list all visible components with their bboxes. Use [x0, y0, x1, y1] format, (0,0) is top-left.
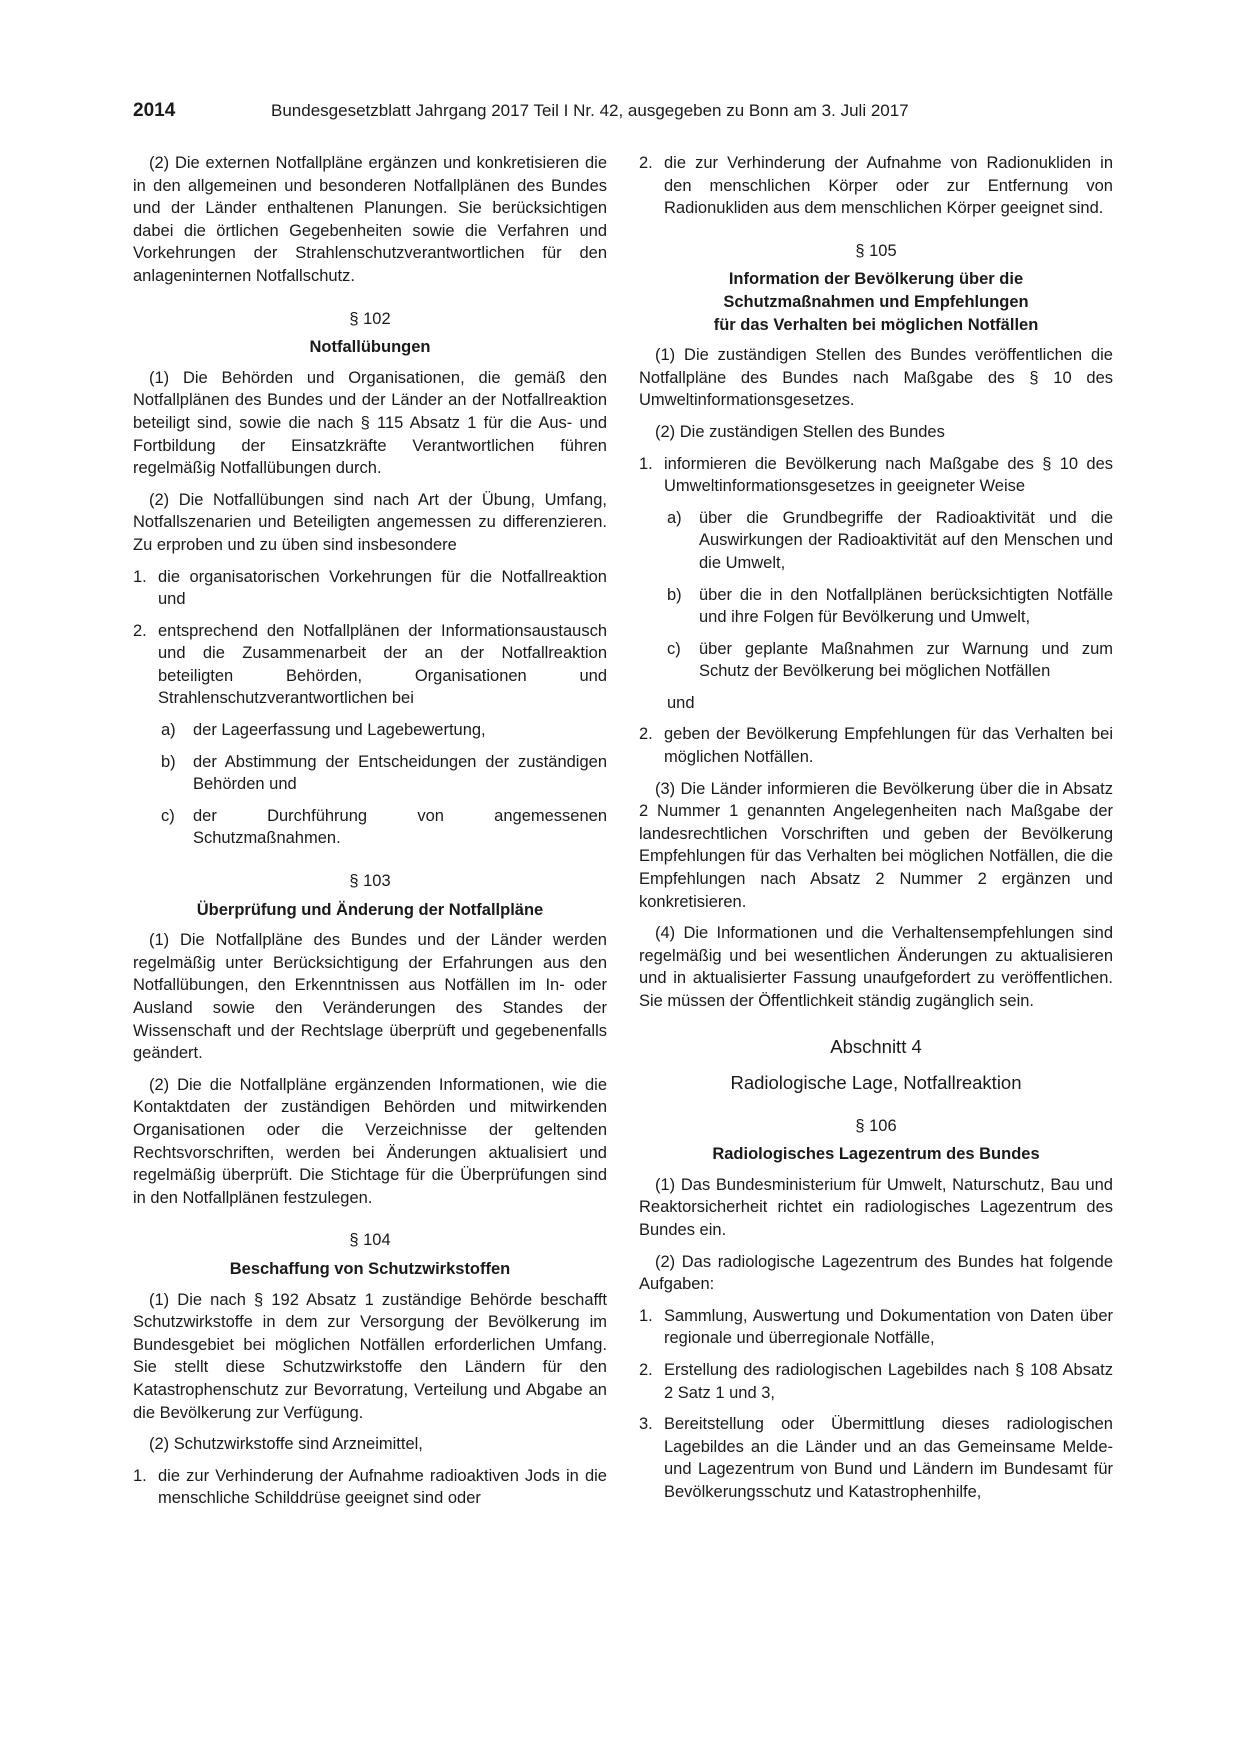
- paragraph: (1) Die nach § 192 Absatz 1 zuständige Behörde beschafft Schutzwirkstoffe in dem zur Versorgung der Bevölkerung im Bundesgebiet bei möglichen Notfällen erforderlichen Umfang. Sie stellt diese Schutzwirkstoffe den Ländern für den Katastrophenschutz zur Bevorratung, Verteilung und Abgabe an die Bevölkerung zur Verfügung.: [133, 1290, 607, 1422]
- paragraph: (2) Das radiologische Lagezentrum des Bundes hat folgende Aufgaben:: [639, 1252, 1113, 1294]
- paragraph: (3) Die Länder informieren die Bevölkerung über die in Absatz 2 Nummer 1 genannten Angelegenheiten nach Maßgabe der landesrechtlichen Vorschriften und geben der Bevölkerung Empfehlungen für das Verhalten bei möglichen Notfällen, die die Empfehlungen nach Absatz 2 Nummer 2 ergänzen und konkretisieren.: [639, 779, 1113, 911]
- list-number: 2.: [133, 621, 147, 640]
- section-title: Überprüfung und Änderung der Notfallpläne: [196, 900, 544, 919]
- list-text: Erstellung des radiologischen Lagebildes nach § 108 Absatz 2 Satz 1 und 3,: [664, 1360, 1113, 1402]
- section-number: § 103: [349, 872, 391, 891]
- list-text: die zur Verhinderung der Aufnahme von Radionukliden in den menschlichen Körper oder zur Entfernung von Radionukliden aus dem menschlichen Körper geeignet sind.: [664, 154, 1113, 218]
- list-text: über die Grundbegriffe der Radioaktivität und die Auswirkungen der Radioaktivität auf den Menschen und die Umwelt,: [699, 508, 1113, 572]
- list-text: der Durchführung von angemessenen Schutzmaßnahmen.: [193, 806, 607, 848]
- list-letter: a): [161, 721, 176, 740]
- running-head: Bundesgesetzblatt Jahrgang 2017 Teil I Nr. 42, ausgegeben zu Bonn am 3. Juli 2017: [271, 101, 909, 120]
- list-item: [639, 1305, 1113, 1350]
- left-column: [133, 152, 607, 1519]
- section-number: § 102: [349, 309, 391, 328]
- section-title: Radiologisches Lagezentrum des Bundes: [712, 1145, 1040, 1164]
- list-number: 1.: [639, 1306, 653, 1325]
- paragraph: (2) Die externen Notfallpläne ergänzen und konkretisieren die in den allgemeinen und besonderen Notfallplänen des Bundes und der Länder enthaltenen Planungen. Sie berücksichtigen dabei die örtlichen Gegebenheiten sowie die Verfahren und Vorkehrungen der Strahlenschutzverantwortlichen für den anlageninternen Notfallschutz.: [133, 154, 607, 285]
- list-text: entsprechend den Notfallplänen der Informationsaustausch und die Zusammenarbeit der an der Notfallreaktion beteiligten Behörden, Organisationen und Strahlenschutzverantwortlichen bei: [158, 621, 607, 708]
- list-number: 3.: [639, 1415, 653, 1434]
- sub-list-item: [133, 805, 607, 850]
- list-letter: b): [667, 585, 682, 604]
- list-text: der Lageerfassung und Lagebewertung,: [193, 721, 486, 740]
- list-item: [133, 1465, 607, 1510]
- list-text: Sammlung, Auswertung und Dokumentation von Daten über regionale und überregionale Notfälle,: [664, 1306, 1113, 1348]
- section-title: Beschaffung von Schutzwirkstoffen: [229, 1259, 511, 1278]
- chapter-heading: Abschnitt 4: [830, 1035, 922, 1057]
- list-number: 2.: [639, 1360, 653, 1379]
- list-number: 1.: [639, 454, 653, 473]
- list-text: die organisatorischen Vorkehrungen für die Notfallreaktion und: [158, 567, 607, 609]
- sub-list-item: [639, 638, 1113, 683]
- page-number: 2014: [133, 100, 176, 121]
- list-text: Bereitstellung oder Übermittlung dieses radiologischen Lagebildes an die Länder und an das Gemeinsame Melde- und Lagezentrum von Bund und Ländern im Bundesamt für Bevölkerungsschutz und Katastrophenhilfe,: [664, 1415, 1113, 1501]
- chapter-title: Radiologische Lage, Notfallreaktion: [730, 1071, 1022, 1093]
- sub-list-item: [639, 584, 1113, 629]
- list-number: 2.: [639, 154, 653, 172]
- sub-list-item: [133, 751, 607, 796]
- section-title-line: Schutzmaßnahmen und Empfehlungen: [723, 292, 1029, 311]
- list-number: 2.: [639, 725, 653, 744]
- page-header: [133, 100, 1113, 130]
- paragraph: (1) Das Bundesministerium für Umwelt, Naturschutz, Bau und Reaktorsicherheit richtet ein radiologisches Lagezentrum des Bundes ein.: [639, 1175, 1113, 1239]
- list-number: 1.: [133, 567, 147, 586]
- section-title-line: Information der Bevölkerung über die: [728, 270, 1024, 289]
- paragraph: (2) Schutzwirkstoffe sind Arzneimittel,: [149, 1435, 423, 1454]
- paragraph: (1) Die zuständigen Stellen des Bundes veröffentlichen die Notfallpläne des Bundes nach Maßgabe des § 10 des Umweltinformationsgesetzes.: [639, 346, 1113, 410]
- list-text: geben der Bevölkerung Empfehlungen für das Verhalten bei möglichen Notfällen.: [664, 725, 1113, 767]
- sub-list-item: [133, 719, 607, 742]
- list-text: informieren die Bevölkerung nach Maßgabe des § 10 des Umweltinformationsgesetzes in geeigneter Weise: [664, 454, 1113, 496]
- paragraph: (2) Die zuständigen Stellen des Bundes: [655, 422, 945, 441]
- list-text: über die in den Notfallplänen berücksichtigten Notfälle und ihre Folgen für Bevölkerung und Umwelt,: [699, 585, 1113, 627]
- list-letter: c): [161, 806, 175, 825]
- list-letter: b): [161, 752, 176, 771]
- list-item: [639, 453, 1113, 498]
- list-item: [133, 566, 607, 611]
- section-number: § 104: [349, 1231, 391, 1250]
- list-text: die zur Verhinderung der Aufnahme radioaktiven Jods in die menschliche Schilddrüse geeignet sind oder: [158, 1466, 607, 1508]
- paragraph: (1) Die Notfallpläne des Bundes und der Länder werden regelmäßig unter Berücksichtigung der Erfahrungen aus den Notfallübungen, den Erkenntnissen aus Notfällen im In- oder Ausland sowie den Veränderungen des Standes der Wissenschaft und der Rechtslage überprüft und gegebenenfalls geändert.: [133, 931, 607, 1063]
- list-letter: a): [667, 508, 682, 527]
- paragraph: (2) Die die Notfallpläne ergänzenden Informationen, wie die Kontaktdaten der zuständigen Behörden und mitwirkenden Organisationen oder die Verzeichnisse der geltenden Rechtsvorschriften, werden bei Änderungen aktualisiert und regelmäßig überprüft. Die Stichtage für die Überprüfungen sind in den Notfallplänen festzulegen.: [133, 1075, 607, 1207]
- section-title-line: für das Verhalten bei möglichen Notfällen: [713, 315, 1039, 334]
- paragraph: (2) Die Notfallübungen sind nach Art der Übung, Umfang, Notfallszenarien und Beteiligten angemessen zu differenzieren. Zu erproben und zu üben sind insbesondere: [133, 490, 607, 554]
- list-item: [639, 723, 1113, 768]
- list-letter: c): [667, 639, 681, 658]
- paragraph: (4) Die Informationen und die Verhaltensempfehlungen sind regelmäßig und bei wesentlichen Änderungen zu aktualisieren und in aktualisierter Fassung unaufgefordert zu veröffentlichen. Sie müssen der Öffentlichkeit ständig zugänglich sein.: [639, 924, 1113, 1010]
- right-column: [639, 152, 1113, 1513]
- list-item: [639, 1359, 1113, 1404]
- list-number: 1.: [133, 1466, 147, 1485]
- conjunction-text: und: [667, 693, 695, 712]
- list-item: [639, 1413, 1113, 1503]
- list-item: [639, 152, 1113, 220]
- list-item: [133, 620, 607, 710]
- section-number: § 106: [855, 1116, 897, 1135]
- section-number: § 105: [855, 241, 897, 260]
- section-title: Notfallübungen: [309, 338, 431, 357]
- paragraph: (1) Die Behörden und Organisationen, die gemäß den Notfallplänen des Bundes und der Länder an der Notfallreaktion beteiligt sind, sowie die nach § 115 Absatz 1 für die Aus- und Fortbildung der Einsatzkräfte Verantwortlichen führen regelmäßig Notfallübungen durch.: [133, 368, 607, 478]
- list-text: über geplante Maßnahmen zur Warnung und zum Schutz der Bevölkerung bei möglichen Notfällen: [699, 639, 1113, 681]
- list-text: der Abstimmung der Entscheidungen der zuständigen Behörden und: [193, 752, 607, 794]
- sub-list-item: [639, 507, 1113, 575]
